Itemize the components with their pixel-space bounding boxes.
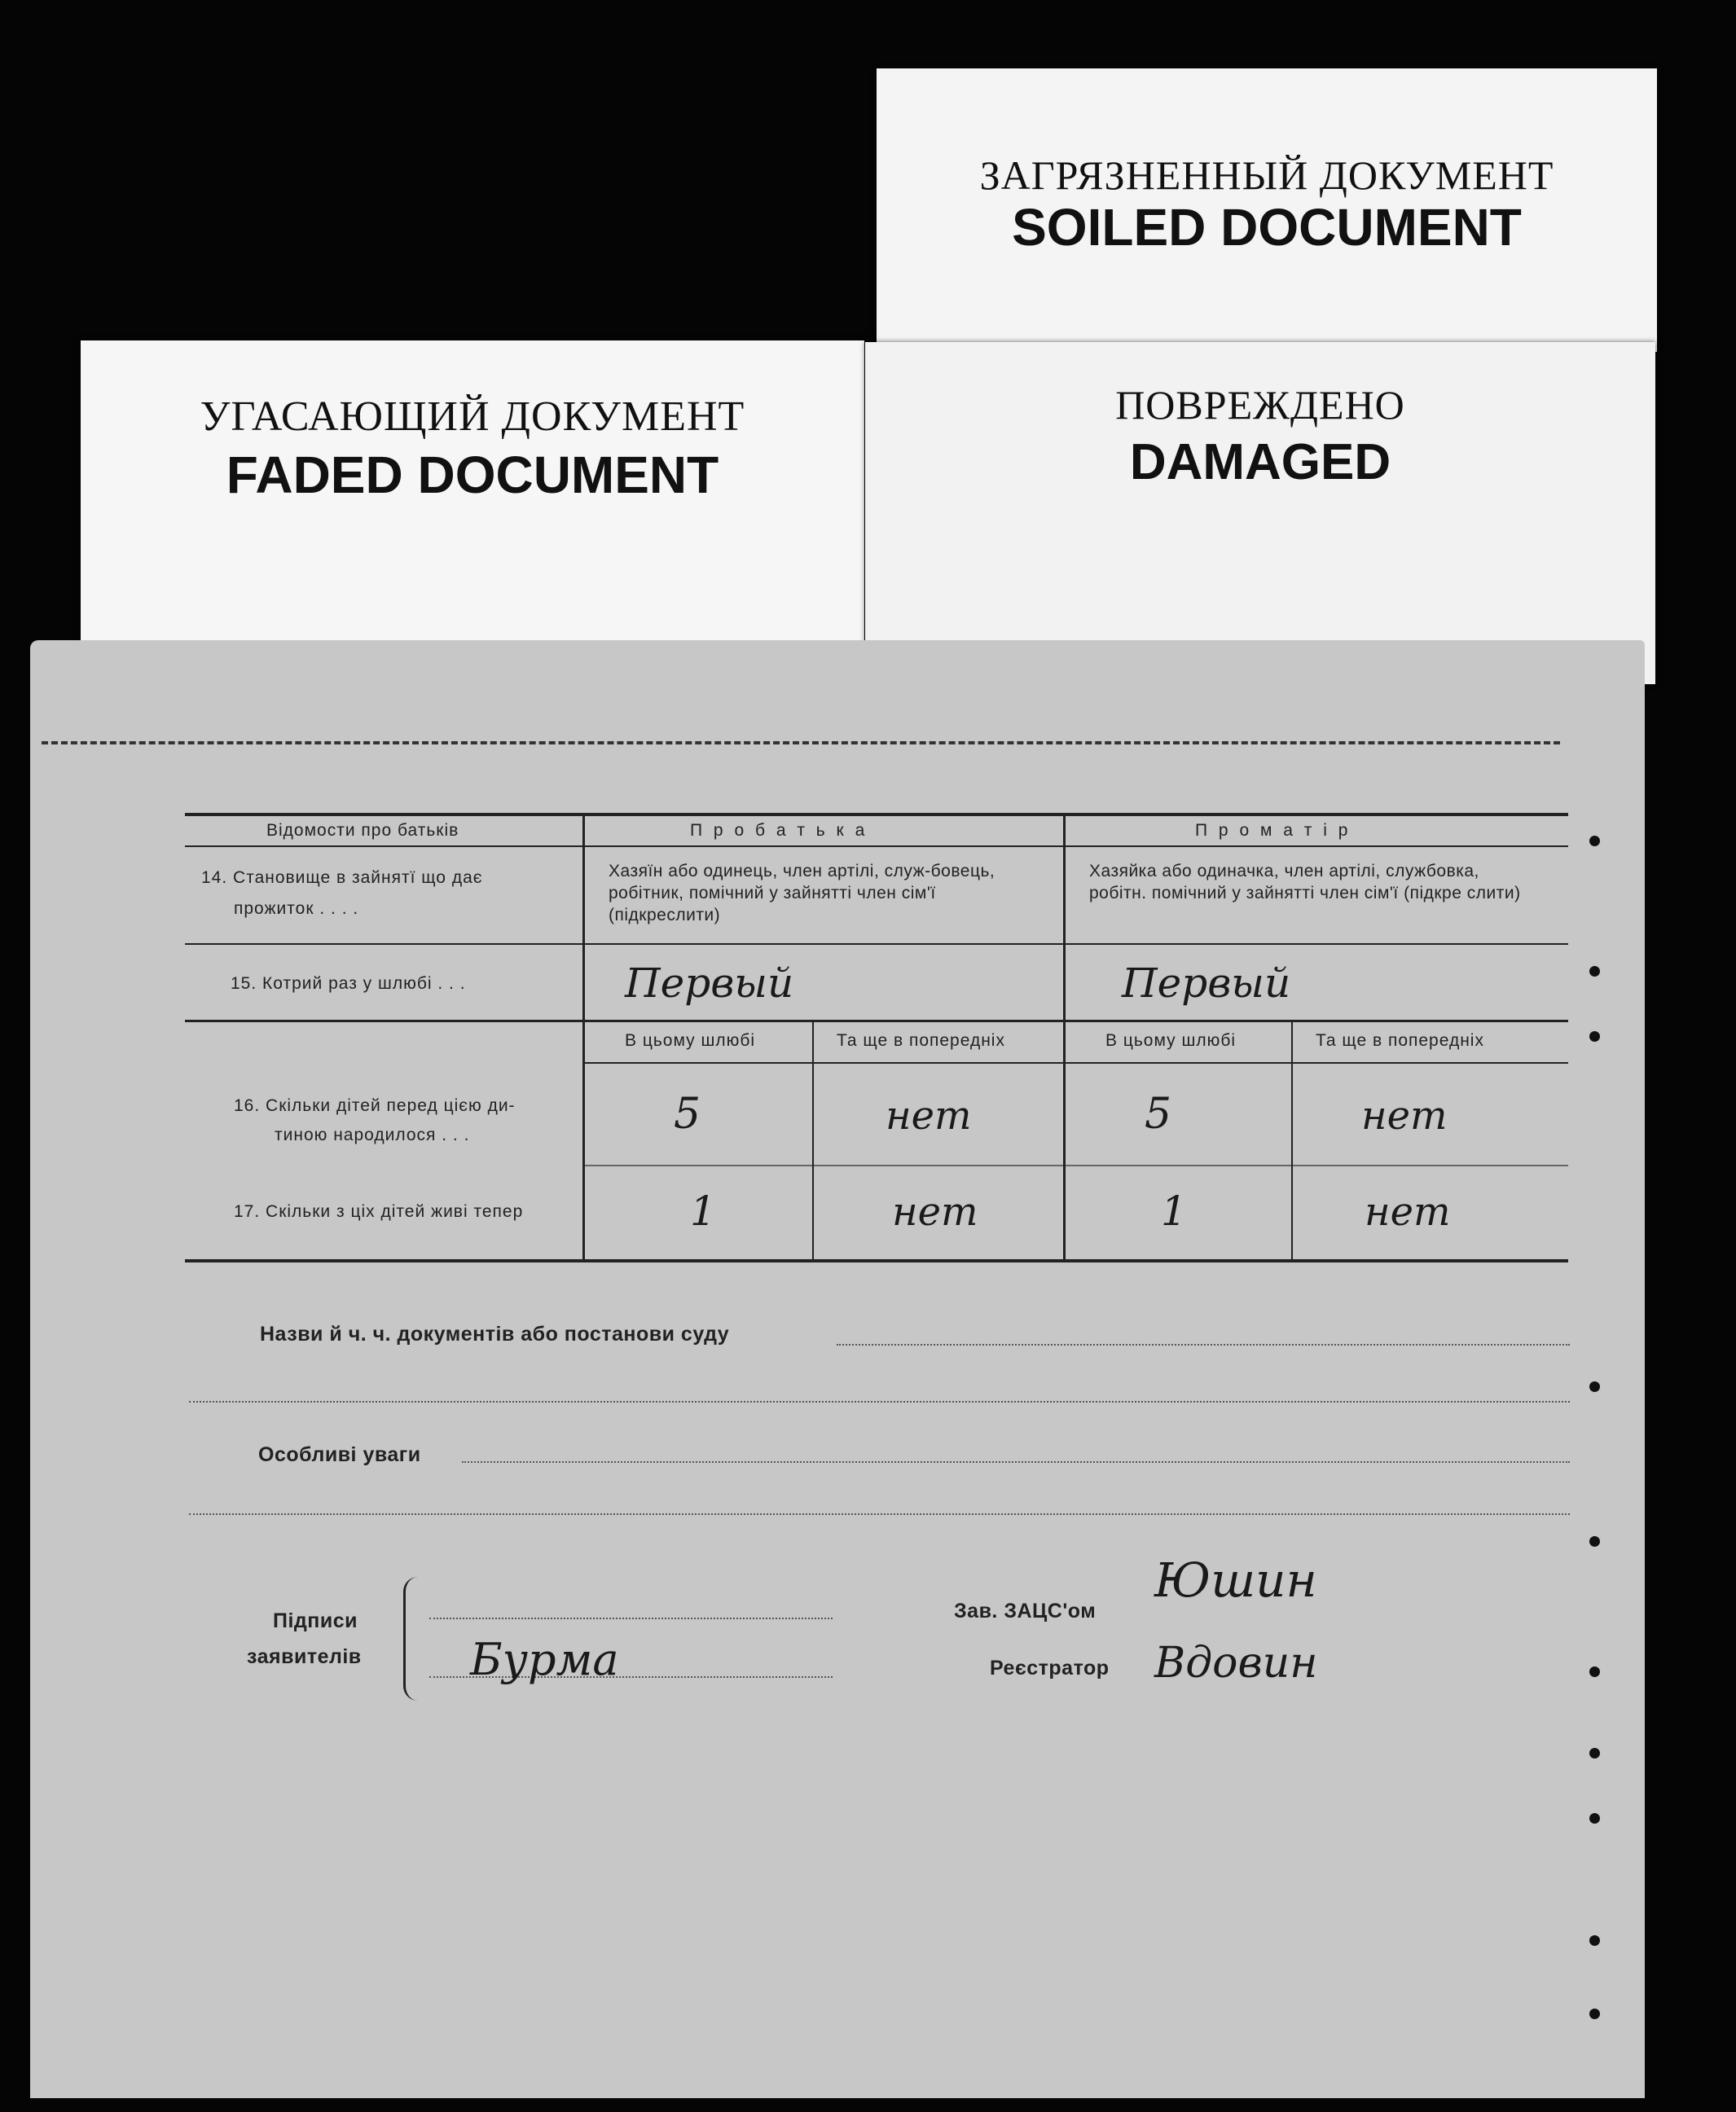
faded-card-english: FADED DOCUMENT <box>226 446 719 504</box>
row17-father-previous-value: нет <box>892 1189 978 1235</box>
notes-dotted-line <box>462 1461 1570 1463</box>
registrar-label: Реєстратор <box>990 1657 1110 1680</box>
row16-label: 16. Скільки дітей перед цією ди- <box>234 1096 516 1115</box>
table-rule <box>185 943 1568 945</box>
table-rule <box>185 1259 1568 1262</box>
binding-hole <box>1589 1536 1600 1547</box>
header-father: П р о б а т ь к а <box>690 821 868 840</box>
binding-hole <box>1589 2009 1600 2019</box>
row17-mother-previous-value: нет <box>1365 1189 1451 1235</box>
table-column-rule <box>1291 1020 1293 1262</box>
row14-label-cont: прожиток . . . . <box>234 899 359 918</box>
applicant-signature: Бурма <box>470 1634 619 1685</box>
row16-father-previous-value: нет <box>886 1093 972 1139</box>
damaged-card-english: DAMAGED <box>1129 434 1391 490</box>
table-rule <box>584 1062 1568 1064</box>
table-rule <box>185 845 1568 847</box>
binding-holes <box>1589 836 1606 2057</box>
faded-document-card <box>81 340 864 683</box>
binding-hole <box>1589 1748 1600 1759</box>
binding-hole <box>1589 1935 1600 1946</box>
damaged-document-card <box>865 342 1655 684</box>
binding-hole <box>1589 966 1600 977</box>
subheader-father-previous: Та ще в попередніх <box>837 1031 1005 1050</box>
table-rule <box>185 813 1568 816</box>
row14-label: 14. Становище в зайнятї що дає <box>201 868 483 887</box>
row16-mother-previous-value: нет <box>1361 1093 1448 1139</box>
table-column-rule <box>1063 813 1066 1262</box>
binding-hole <box>1589 1666 1600 1677</box>
binding-hole <box>1589 1813 1600 1824</box>
parents-table <box>185 813 1568 1262</box>
row16-father-this-value: 5 <box>674 1090 701 1139</box>
signatures-brace <box>403 1577 424 1701</box>
notes-dotted-line-2 <box>189 1513 1570 1515</box>
row15-mother-value: Первый <box>1122 959 1291 1007</box>
registry-form-sheet <box>30 640 1645 2098</box>
binding-hole <box>1589 1381 1600 1392</box>
applicant-signature-line <box>429 1618 833 1619</box>
soiled-card-english: SOILED DOCUMENT <box>1012 198 1522 257</box>
notes-label: Особливі уваги <box>258 1443 421 1466</box>
head-of-registry-signature: Юшин <box>1154 1552 1317 1608</box>
row14-mother-options: Хазяйка або одиначка, член артілі, службовка, робітн. помічний у зайнятті член сім'ї (підкре слити) <box>1089 862 1521 902</box>
damaged-card-russian: ПОВРЕЖДЕНО <box>1115 382 1405 428</box>
subheader-mother-this: В цьому шлюбі <box>1105 1031 1237 1050</box>
table-column-rule <box>582 813 585 1262</box>
documents-dotted-line <box>837 1344 1570 1346</box>
row15-father-value: Первый <box>625 959 794 1007</box>
perforation-line <box>42 741 1560 744</box>
row17-label: 17. Скільки з ціх дітей живі тепер <box>234 1202 524 1221</box>
signatures-label-2: заявителів <box>247 1645 362 1668</box>
registrar-signature: Вдовин <box>1154 1639 1318 1688</box>
row17-mother-this-value: 1 <box>1161 1188 1187 1235</box>
documents-dotted-line-2 <box>189 1401 1570 1403</box>
row16-label-cont: тиною народилося . . . <box>275 1126 470 1144</box>
signatures-label: Підписи <box>273 1609 358 1632</box>
row15-label: 15. Котрий раз у шлюбі . . . <box>231 974 466 993</box>
documents-label: Назви й ч. ч. документів або постанови суду <box>260 1323 730 1346</box>
table-rule <box>584 1165 1568 1166</box>
row16-mother-this-value: 5 <box>1145 1090 1172 1139</box>
soiled-document-card <box>877 68 1657 352</box>
binding-hole <box>1589 1031 1600 1042</box>
head-of-registry-label: Зав. ЗАЦС'ом <box>954 1600 1097 1622</box>
soiled-card-russian: ЗАГРЯЗНЕННЫЙ ДОКУМЕНТ <box>979 152 1554 198</box>
subheader-father-this: В цьому шлюбі <box>625 1031 756 1050</box>
header-mother: П р о м а т і р <box>1195 821 1351 840</box>
table-rule <box>185 1020 1568 1022</box>
row17-father-this-value: 1 <box>690 1188 716 1235</box>
table-column-rule <box>812 1020 814 1262</box>
row14-father-options: Хазяїн або одинець, член артілі, служ-бовець, робітник, помічний у зайнятті член сім'ї (підкреслити) <box>609 862 995 924</box>
binding-hole <box>1589 836 1600 846</box>
header-parents-info: Відомости про батьків <box>266 821 459 840</box>
faded-card-russian: УГАСАЮЩИЙ ДОКУМЕНТ <box>200 393 745 440</box>
subheader-mother-previous: Та ще в попередніх <box>1316 1031 1484 1050</box>
